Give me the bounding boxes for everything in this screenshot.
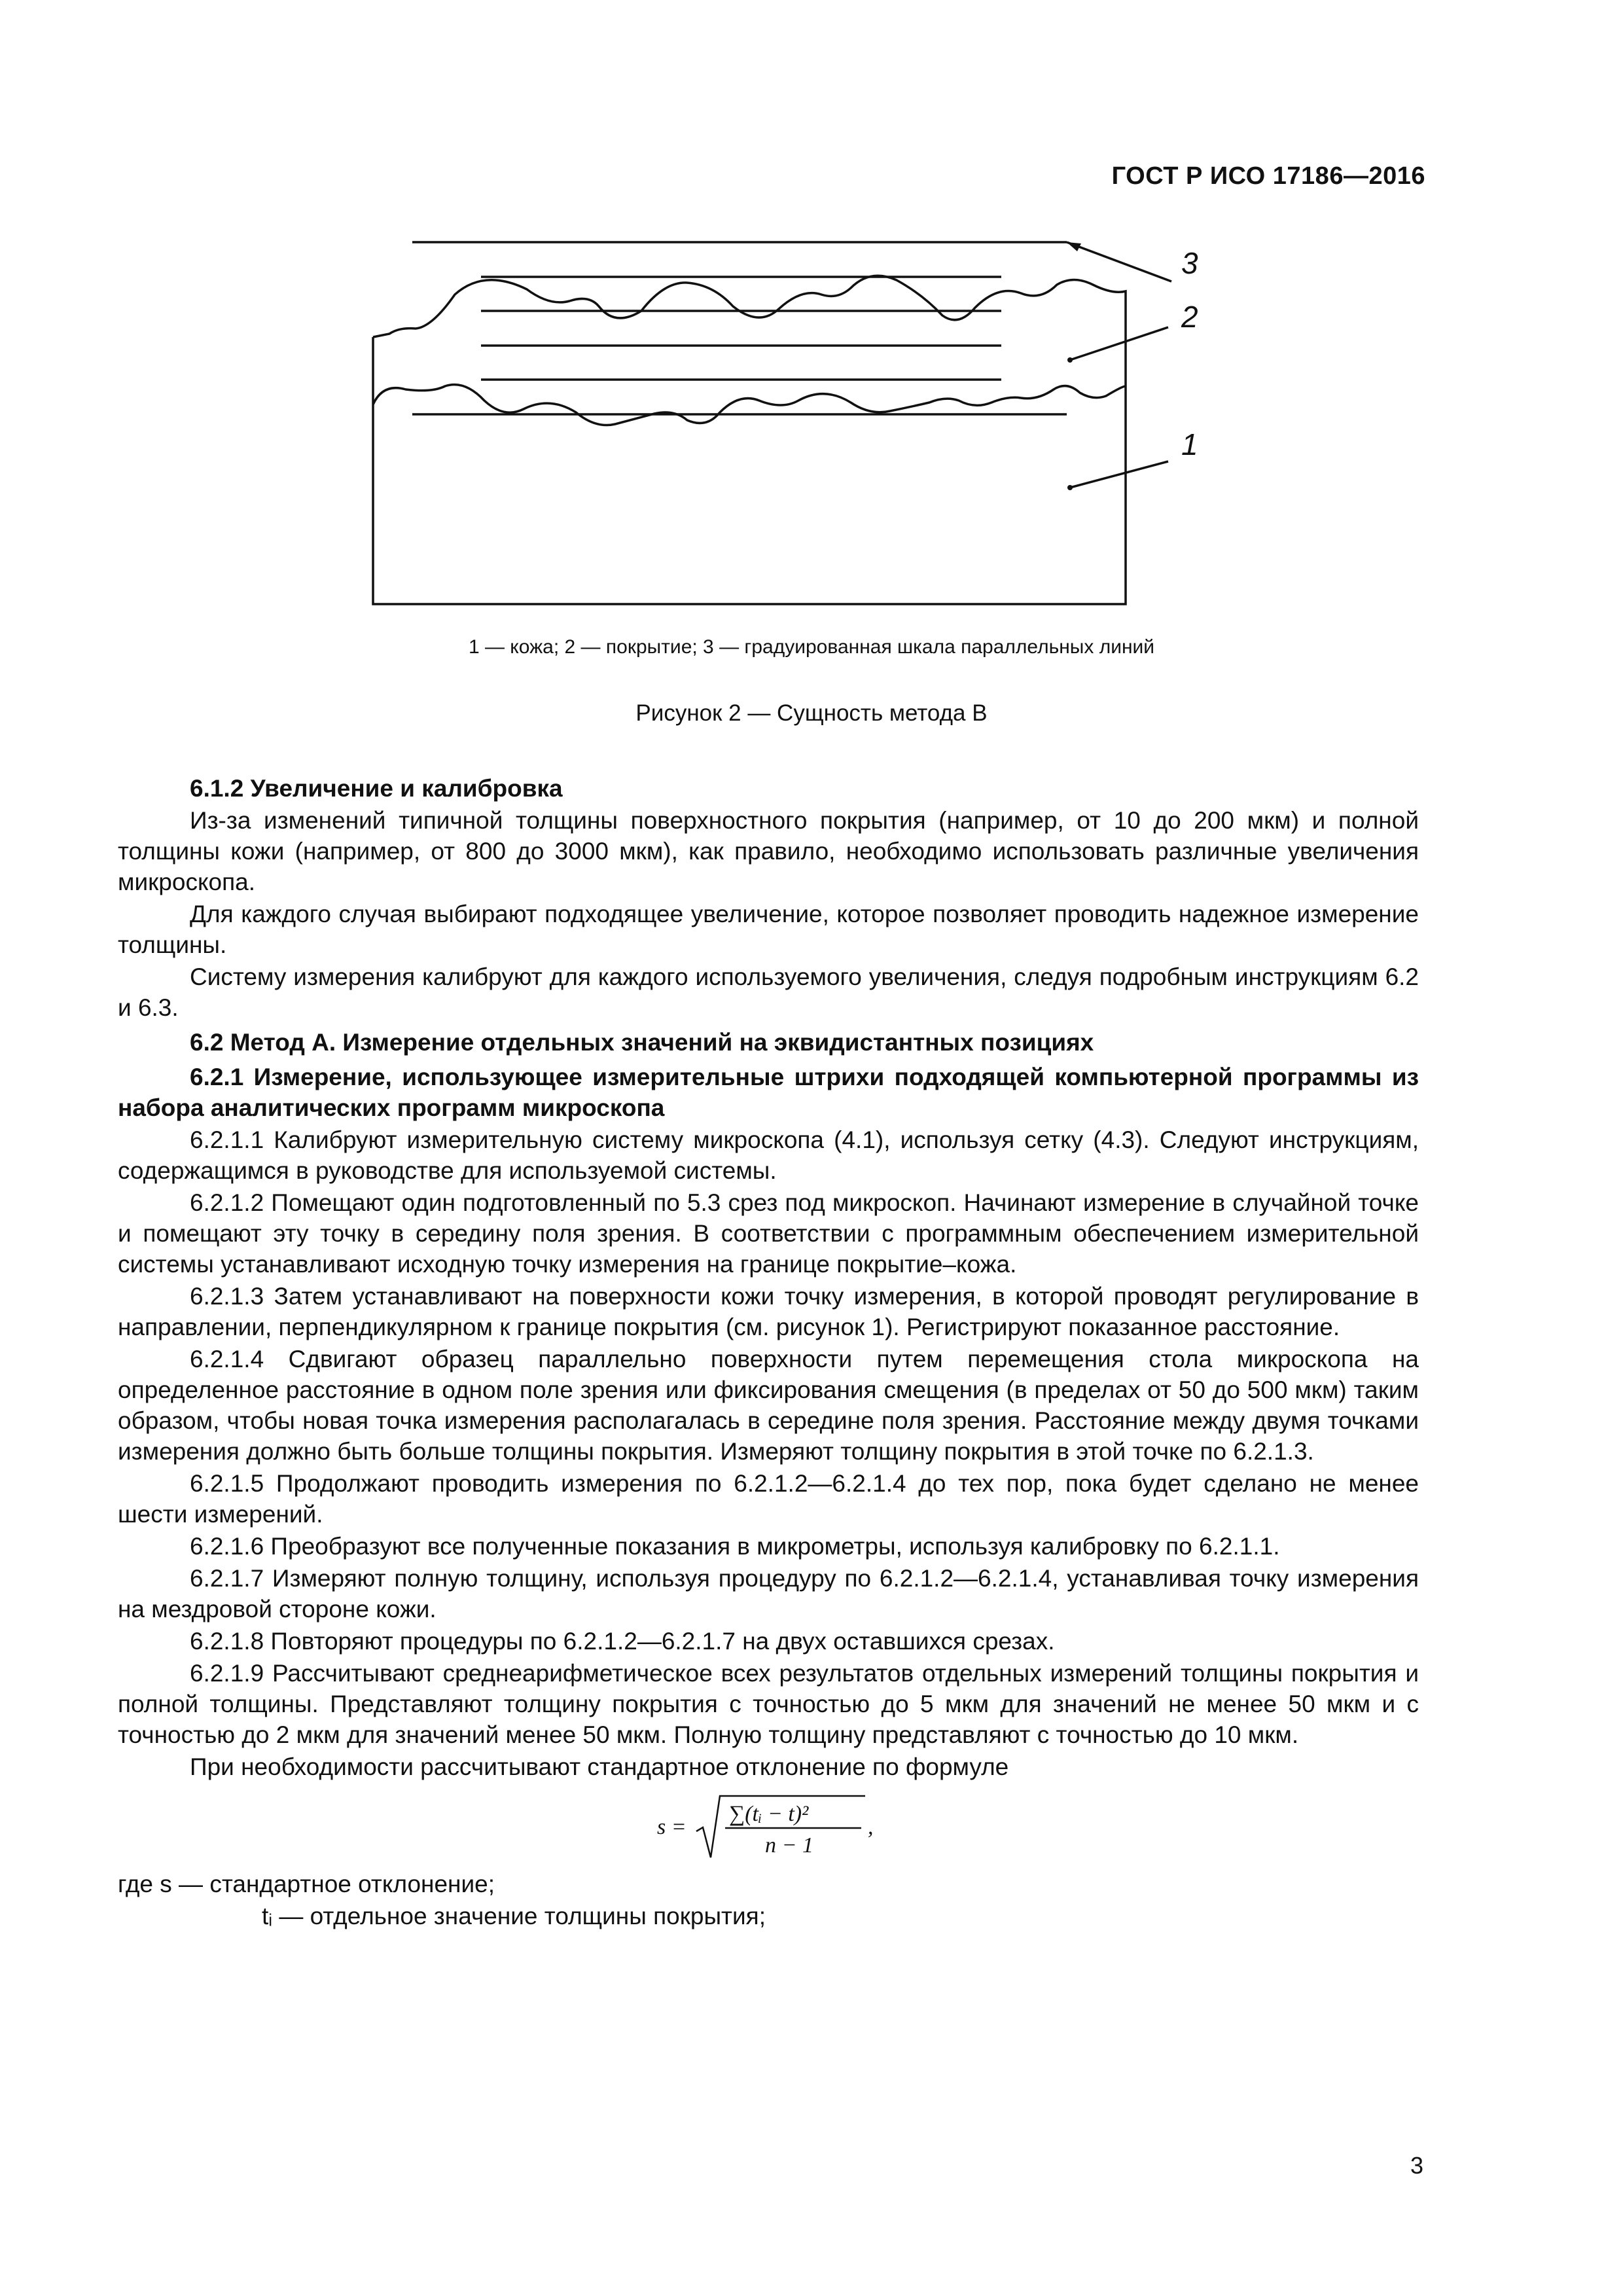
leader-line-2: [1070, 327, 1168, 360]
paragraph: 6.2.1.7 Измеряют полную толщину, используя процедуру по 6.2.1.2—6.2.1.4, устанавливая точку измерения на мездровой стороне кожи.: [118, 1565, 1419, 1623]
paragraph: 6.2.1.3 Затем устанавливают на поверхности кожи точку измерения, в которой проводят регулирование в направлении, перпендикулярном к границе покрытия (см. рисунок 1). Регистрируют показанное расстояние.: [118, 1283, 1419, 1340]
method-b-diagram: [353, 229, 1217, 622]
leader-dot-1: [1067, 485, 1073, 490]
paragraph: Систему измерения калибруют для каждого используемого увеличения, следуя подробным инструкциям 6.2 и 6.3.: [118, 963, 1419, 1021]
paragraph: 6.2.1.8 Повторяют процедуры по 6.2.1.2—6.2.1.7 на двух оставшихся срезах.: [190, 1628, 1055, 1655]
document-body: [118, 769, 1419, 1933]
skin-outline: [373, 337, 1126, 604]
std-dev-formula: [118, 1784, 1419, 1869]
method-b-figure: [353, 229, 1217, 622]
section-heading: 6.1.2 Увеличение и калибровка: [190, 775, 563, 802]
paragraph: 6.2.1.1 Калибруют измерительную систему микроскопа (4.1), используя сетку (4.3). Следуют инструкциям, содержащимся в руководстве для используемой системы.: [118, 1126, 1419, 1184]
paragraph: 6.2.1.6 Преобразуют все полученные показания в микрометры, используя калибровку по 6.2.1.1.: [190, 1533, 1280, 1560]
formula-lhs: s =: [657, 1815, 687, 1839]
section-heading: 6.2.1 Измерение, использующее измерительные штрихи подходящей компьютерной программы из набора аналитических программ микроскопа: [118, 1064, 1419, 1121]
formula-numerator: ∑(tᵢ − t)²: [729, 1802, 809, 1826]
paragraph: При необходимости рассчитывают стандартное отклонение по формуле: [190, 1753, 1009, 1780]
leader-dot-2: [1067, 357, 1073, 363]
arrow-head-3: [1067, 242, 1081, 251]
figure-label-2: 2: [1181, 300, 1198, 334]
paragraph: 6.2.1.4 Сдвигают образец параллельно поверхности путем перемещения стола микроскопа на определенное расстояние в одном поле зрения или фиксирования смещения (в пределах от 50 до 500 мкм) таким образом, чтобы новая точка измерения располагалась в середине поля зрения. Расстояние между двумя точками измерения должно быть больше толщины покрытия. Измеряют толщину покрытия в этой точке по 6.2.1.3.: [118, 1346, 1419, 1465]
formula-graphic: [657, 1787, 880, 1865]
paragraph: Из-за изменений типичной толщины поверхностного покрытия (например, от 10 до 200 мкм) и полной толщины кожи (например, от 800 до 3000 мкм), как правило, необходимо использовать различные увеличения микроскопа.: [118, 807, 1419, 895]
document-code: ГОСТ Р ИСО 17186—2016: [1111, 162, 1425, 190]
coating-skin-boundary: [373, 385, 1126, 425]
figure-legend: 1 — кожа; 2 — покрытие; 3 — градуированная шкала параллельных линий: [468, 636, 1155, 658]
formula-tail: ,: [868, 1815, 874, 1839]
section-heading: 6.2 Метод А. Измерение отдельных значений на эквидистантных позициях: [190, 1029, 1094, 1056]
paragraph: 6.2.1.9 Рассчитывают среднеарифметическое всех результатов отдельных измерений толщины покрытия и полной толщины. Представляют толщину покрытия с точностью до 5 мкм для значений не менее 50 мкм и с точностью до 2 мкм для значений менее 50 мкм. Полную толщину представляют с точностью до 10 мкм.: [118, 1660, 1419, 1748]
coating-surface: [373, 276, 1126, 386]
paragraph: 6.2.1.5 Продолжают проводить измерения по 6.2.1.2—6.2.1.4 до тех пор, пока будет сделано не менее шести измерений.: [118, 1470, 1419, 1528]
figure-caption: Рисунок 2 — Сущность метода В: [635, 700, 988, 726]
leader-line-1: [1070, 461, 1168, 488]
figure-label-1: 1: [1181, 427, 1198, 461]
paragraph: Для каждого случая выбирают подходящее увеличение, которое позволяет проводить надежное измерение толщины.: [118, 901, 1419, 958]
page-number: 3: [1410, 2152, 1423, 2179]
figure-label-3: 3: [1181, 246, 1198, 280]
paragraph: 6.2.1.2 Помещают один подготовленный по 5.3 срез под микроскоп. Начинают измерение в случайной точке и помещают эту точку в середину поля зрения. В соответствии с программным обеспечением измерительной системы устанавливают исходную точку измерения на границе покрытие–кожа.: [118, 1189, 1419, 1278]
definition-ti: tᵢ — отдельное значение толщины покрытия;: [262, 1903, 766, 1929]
formula-denominator: n − 1: [765, 1833, 813, 1857]
leader-line-3: [1067, 242, 1171, 281]
definition-s: где s — стандартное отклонение;: [118, 1871, 495, 1897]
